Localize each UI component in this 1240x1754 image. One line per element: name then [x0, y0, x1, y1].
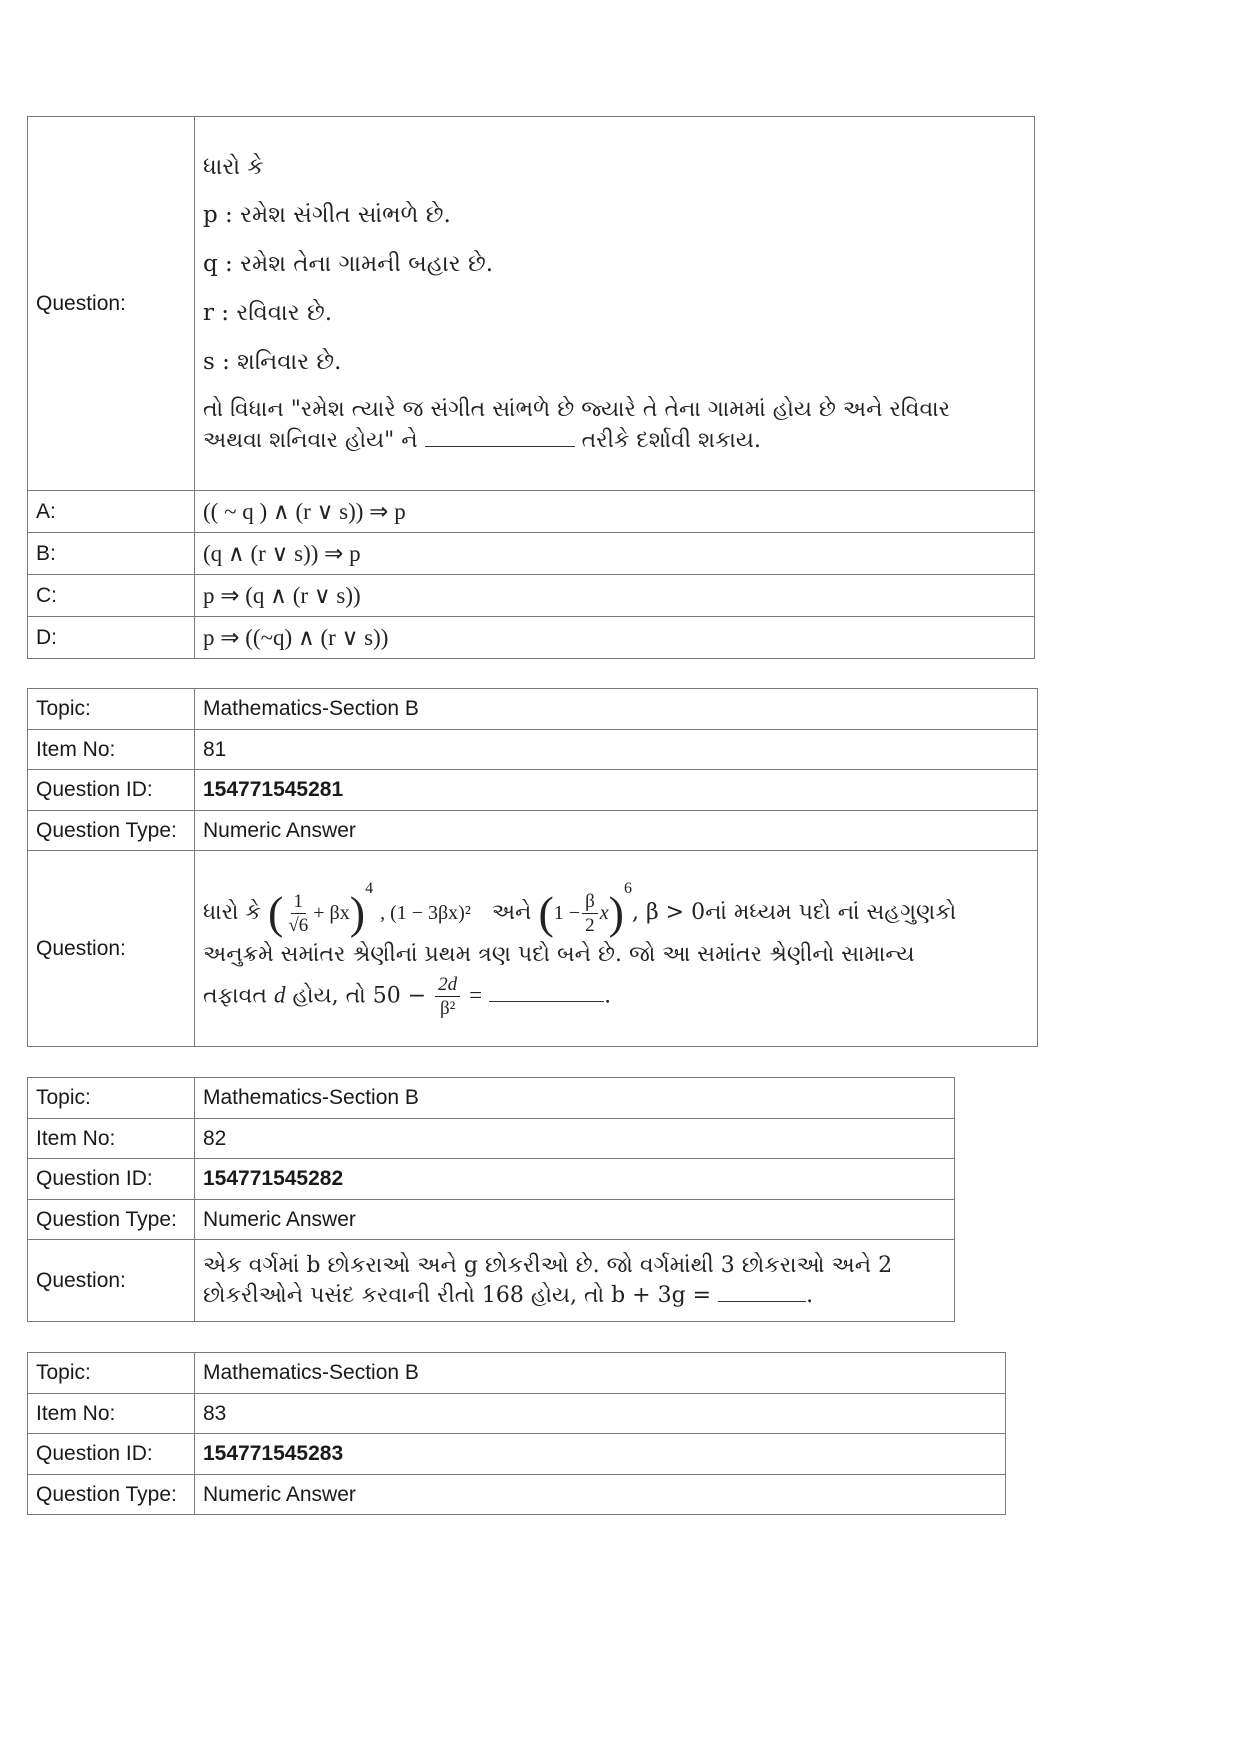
option-d: p ⇒ ((~q) ∧ (r ∨ s))	[195, 617, 1035, 659]
item-81-table	[27, 688, 1038, 1047]
topic-label: Topic:	[28, 1353, 195, 1394]
stem-line-1: તો વિધાન "રમેશ ત્યારે જ સંગીત સાંભળે છે જ્યારે તે તેના ગામમાં હોય છે અને રવિવાર	[203, 397, 950, 423]
question-id-value: 154771545281	[195, 770, 1038, 811]
question-id-label: Question ID:	[28, 770, 195, 811]
stem-line-2	[203, 424, 1026, 455]
question-type-label: Question Type:	[28, 1200, 195, 1240]
topic-label: Topic:	[28, 689, 195, 730]
question-type-value: Numeric Answer	[195, 811, 1038, 851]
fraction-2d-over-beta-squared: $\frac{2d}{\text{β²}}$	[435, 975, 460, 1018]
question-81-line-3: તફાવત d હોય, તો 50 − $\frac{2d}{\text{β²}}$ = .	[203, 973, 612, 1019]
question-id-label: Question ID:	[28, 1159, 195, 1200]
statement-r: r : રવિવાર છે.	[203, 299, 333, 326]
question-type-value: Numeric Answer	[195, 1200, 955, 1240]
option-b: (q ∧ (r ∨ s)) ⇒ p	[195, 533, 1035, 575]
question-id-value: 154771545282	[195, 1159, 955, 1200]
answer-blank	[718, 1279, 806, 1302]
topic-label: Topic:	[28, 1078, 195, 1119]
question-label: Question:	[28, 1240, 195, 1322]
item-no-label: Item No:	[28, 1394, 195, 1434]
question-id-value: 154771545283	[195, 1434, 1006, 1475]
item-no-value: 81	[195, 730, 1038, 770]
fraction-1-over-root-6: $\frac{1}{√6}$	[288, 890, 309, 936]
question-id-label: Question ID:	[28, 1434, 195, 1475]
option-a-label: A:	[28, 491, 195, 533]
item-83-table	[27, 1352, 1006, 1515]
question-label: Question:	[28, 117, 195, 491]
topic-value: Mathematics-Section B	[195, 1078, 955, 1119]
statement-p: p : રમેશ સંગીત સાંભળે છે.	[203, 202, 451, 229]
statement-s: s : શનિવાર છે.	[203, 348, 342, 375]
answer-blank	[425, 424, 575, 447]
item-no-value: 82	[195, 1119, 955, 1159]
option-a: (( ~ q ) ∧ (r ∨ s)) ⇒ p	[195, 491, 1035, 533]
item-no-value: 83	[195, 1394, 1006, 1434]
item-no-label: Item No:	[28, 730, 195, 770]
question-type-label: Question Type:	[28, 1475, 195, 1515]
question-81-line-1: ધારો કે ( $\frac{1}{√6}$ + βx)$^4$ , (1 − 3βx)² અને (1 − $\frac{\beta}{2}$ x)$^6$, β > 0નાં મધ્યમ પદો નાં સહગુણકો	[203, 880, 957, 939]
topic-value: Mathematics-Section B	[195, 689, 1038, 730]
stem-line-2-pre: અથવા શનિવાર હોય" ને	[203, 427, 418, 453]
question-type-value: Numeric Answer	[195, 1475, 1006, 1515]
fraction-beta-over-2: $\frac{\beta}{2}$	[582, 892, 598, 935]
question-82-line-2: છોકરીઓને પસંદ કરવાની રીતો 168 હોય, તો b + 3g = .	[203, 1279, 946, 1310]
question-81-text	[195, 851, 1038, 1047]
statement-q: q : રમેશ તેના ગામની બહાર છે.	[203, 251, 494, 278]
option-c: p ⇒ (q ∧ (r ∨ s))	[195, 575, 1035, 617]
question-label: Question:	[28, 851, 195, 1047]
item-82-table	[27, 1077, 955, 1322]
question-81-line-2: અનુક્રમે સમાંતર શ્રેણીનાં પ્રથમ ત્રણ પદો બને છે. જો આ સમાંતર શ્રેણીનો સામાન્ય	[203, 942, 915, 968]
option-d-label: D:	[28, 617, 195, 659]
question-82-text	[195, 1240, 955, 1322]
intro-text: ધારો કે	[203, 153, 264, 180]
question-80-text	[195, 117, 1035, 491]
question-type-label: Question Type:	[28, 811, 195, 851]
answer-blank	[489, 979, 604, 1002]
item-no-label: Item No:	[28, 1119, 195, 1159]
question-80-table	[27, 116, 1035, 659]
topic-value: Mathematics-Section B	[195, 1353, 1006, 1394]
option-c-label: C:	[28, 575, 195, 617]
option-b-label: B:	[28, 533, 195, 575]
question-82-line-1: એક વર્ગમાં b છોકરાઓ અને g છોકરીઓ છે. જો વર્ગમાંથી 3 છોકરાઓ અને 2	[203, 1252, 893, 1278]
stem-line-2-post: તરીકે દર્શાવી શકાય.	[581, 427, 761, 453]
